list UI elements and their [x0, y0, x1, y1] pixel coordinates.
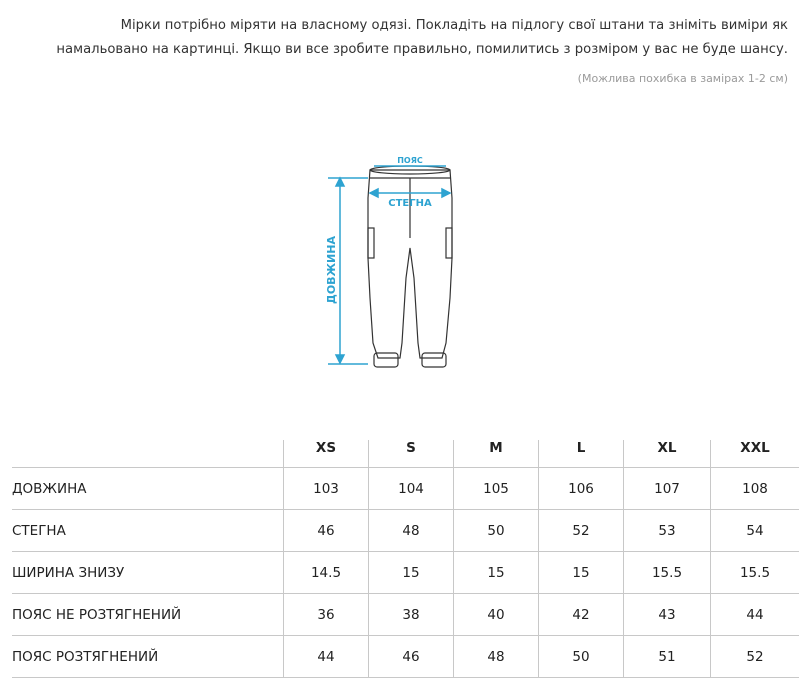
- value-cell: 15: [369, 552, 454, 594]
- table-row: [12, 510, 799, 552]
- value-cell: 44: [284, 636, 369, 678]
- value-cell: 48: [369, 510, 454, 552]
- size-xs: XS: [284, 440, 369, 468]
- error-note: (Можлива похибка в замірах 1-2 см): [577, 72, 788, 85]
- value-cell: 15: [454, 552, 539, 594]
- table-row: [12, 594, 799, 636]
- value-cell: 52: [711, 636, 800, 678]
- value-cell: 106: [539, 468, 624, 510]
- table-row: [12, 468, 799, 510]
- value-cell: 15: [539, 552, 624, 594]
- table-row: [12, 636, 799, 678]
- row-label: ШИРИНА ЗНИЗУ: [12, 552, 284, 594]
- value-cell: 52: [539, 510, 624, 552]
- value-cell: 44: [711, 594, 800, 636]
- value-cell: 46: [369, 636, 454, 678]
- value-cell: 104: [369, 468, 454, 510]
- value-cell: 51: [624, 636, 711, 678]
- table-row: [12, 552, 799, 594]
- corner-cell: [12, 440, 284, 468]
- value-cell: 15.5: [624, 552, 711, 594]
- row-label: ПОЯС НЕ РОЗТЯГНЕНИЙ: [12, 594, 284, 636]
- length-label: ДОВЖИНА: [325, 236, 338, 304]
- value-cell: 107: [624, 468, 711, 510]
- intro-text: Мірки потрібно міряти на власному одязі. Покладіть на підлогу свої штани та зніміть виміри як намальовано на картинці. Якщо ви все зробите правильно, помилитись з розміром у вас не буде шансу.: [56, 18, 788, 57]
- value-cell: 54: [711, 510, 800, 552]
- value-cell: 105: [454, 468, 539, 510]
- value-cell: 50: [539, 636, 624, 678]
- row-label: ДОВЖИНА: [12, 468, 284, 510]
- size-table: [12, 440, 799, 678]
- value-cell: 108: [711, 468, 800, 510]
- pants-measurement-diagram: [318, 148, 458, 373]
- value-cell: 14.5: [284, 552, 369, 594]
- size-m: M: [454, 440, 539, 468]
- size-l: L: [539, 440, 624, 468]
- row-label: СТЕГНА: [12, 510, 284, 552]
- waist-label: ПОЯС: [397, 156, 423, 165]
- value-cell: 48: [454, 636, 539, 678]
- value-cell: 40: [454, 594, 539, 636]
- size-header-row: [12, 440, 799, 468]
- hips-label: СТЕГНА: [388, 198, 432, 209]
- value-cell: 46: [284, 510, 369, 552]
- value-cell: 38: [369, 594, 454, 636]
- value-cell: 42: [539, 594, 624, 636]
- value-cell: 36: [284, 594, 369, 636]
- value-cell: 50: [454, 510, 539, 552]
- row-label: ПОЯС РОЗТЯГНЕНИЙ: [12, 636, 284, 678]
- value-cell: 53: [624, 510, 711, 552]
- size-xl: XL: [624, 440, 711, 468]
- value-cell: 103: [284, 468, 369, 510]
- value-cell: 15.5: [711, 552, 800, 594]
- size-xxl: XXL: [711, 440, 800, 468]
- size-s: S: [369, 440, 454, 468]
- value-cell: 43: [624, 594, 711, 636]
